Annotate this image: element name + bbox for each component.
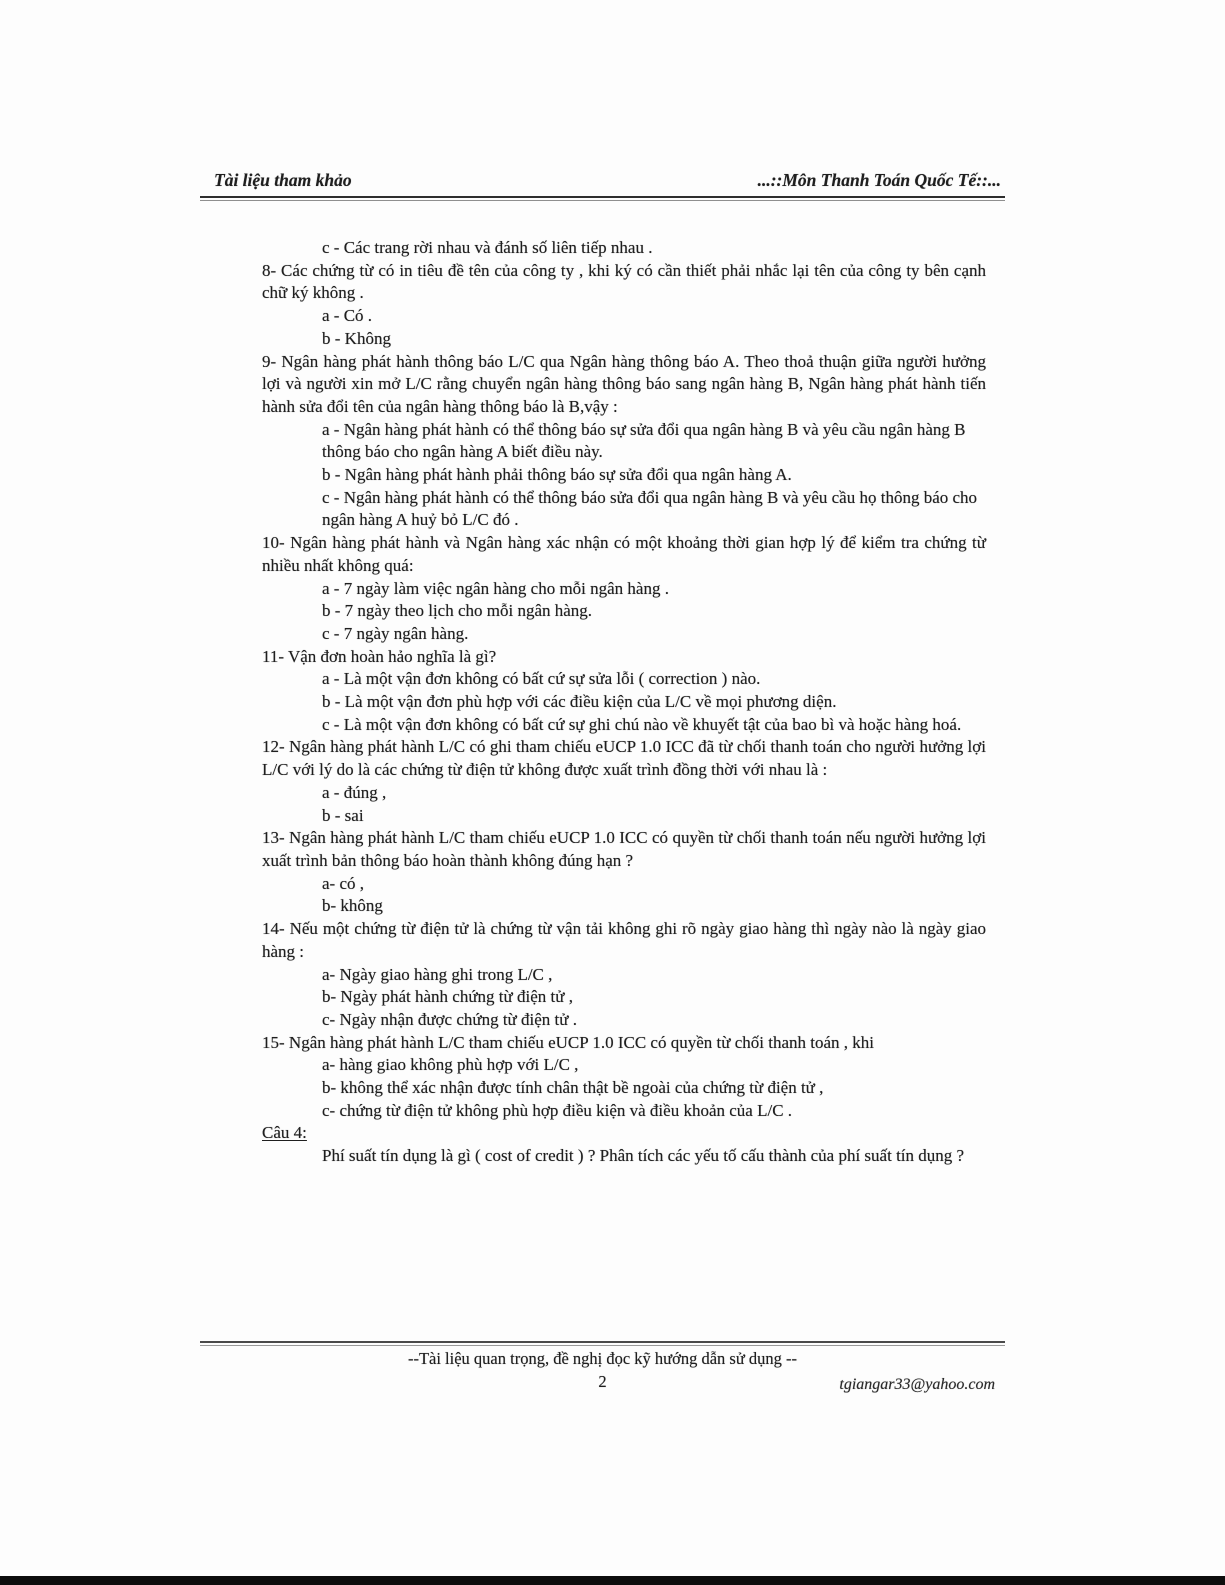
question-block-15 bbox=[262, 1032, 986, 1123]
question-text: 12- Ngân hàng phát hành L/C có ghi tham chiếu eUCP 1.0 ICC đã từ chối thanh toán cho người hưởng lợi L/C với lý do là các chứng từ điện tử không được xuất trình đồng thời với nhau là : bbox=[262, 737, 986, 780]
document-body bbox=[262, 237, 986, 1168]
question-text: 14- Nếu một chứng từ điện tử là chứng từ vận tải không ghi rõ ngày giao hàng thì ngày nào là ngày giao hàng : bbox=[262, 919, 986, 961]
answer-option: a - Ngân hàng phát hành có thể thông báo sự sửa đổi qua ngân hàng B và yêu cầu ngân hàng B thông báo cho ngân hàng A biết điều này. bbox=[322, 419, 966, 462]
answer-option: c- Ngày nhận được chứng từ điện tử . bbox=[322, 1009, 577, 1029]
question-block-13 bbox=[262, 827, 986, 918]
scan-edge-bar bbox=[0, 1576, 1225, 1585]
section-cau-4 bbox=[262, 1122, 986, 1167]
question-block-11 bbox=[262, 646, 986, 737]
answer-option: a- có , bbox=[322, 873, 365, 893]
question-text: 11- Vận đơn hoàn hảo nghĩa là gì? bbox=[262, 646, 497, 666]
answer-option: b- không bbox=[322, 896, 383, 916]
answer-option: b- không thể xác nhận được tính chân thật bề ngoài của chứng từ điện tử , bbox=[322, 1078, 824, 1098]
header-right-title: ...::Môn Thanh Toán Quốc Tế::... bbox=[757, 170, 1001, 190]
question-text: 10- Ngân hàng phát hành và Ngân hàng xác nhận có một khoảng thời gian hợp lý để kiểm tra chứng từ nhiều nhất không quá: bbox=[262, 533, 986, 575]
answer-option: a - Là một vận đơn không có bất cứ sự sửa lỗi ( correction ) nào. bbox=[322, 669, 761, 689]
answer-option: b- Ngày phát hành chứng từ điện tử , bbox=[322, 987, 573, 1007]
footer-note: --Tài liệu quan trọng, đề nghị đọc kỹ hướng dẫn sử dụng -- bbox=[407, 1349, 798, 1368]
question-block-12 bbox=[262, 736, 986, 827]
answer-option: b - Ngân hàng phát hành phải thông báo sự sửa đổi qua ngân hàng A. bbox=[322, 465, 792, 485]
answer-option: a - đúng , bbox=[322, 782, 387, 802]
answer-option: c - 7 ngày ngân hàng. bbox=[322, 623, 469, 643]
question-text: 9- Ngân hàng phát hành thông báo L/C qua Ngân hàng thông báo A. Theo thoả thuận giữa người hưởng lợi và người xin mở L/C rằng chuyển ngân hàng thông báo sang ngân hàng B, Ngân hàng phát hành tiến hành sửa đổi tên của ngân hàng thông báo là B,vậy : bbox=[262, 351, 986, 416]
section-heading: Câu 4: bbox=[262, 1123, 307, 1143]
header-rule bbox=[200, 196, 1005, 201]
answer-option: a - Có . bbox=[322, 306, 373, 326]
question-block-14 bbox=[262, 918, 986, 1032]
answer-option: b - Là một vận đơn phù hợp với các điều kiện của L/C về mọi phương diện. bbox=[322, 692, 837, 712]
page-header bbox=[200, 170, 1005, 201]
answer-option: c - Là một vận đơn không có bất cứ sự ghi chú nào về khuyết tật của bao bì và hoặc hàng hoá. bbox=[322, 714, 962, 734]
question-block-8 bbox=[262, 260, 986, 351]
question-text: 13- Ngân hàng phát hành L/C tham chiếu eUCP 1.0 ICC có quyền từ chối thanh toán nếu người hưởng lợi xuất trình bản thông báo hoàn thành không đúng hạn ? bbox=[262, 828, 986, 870]
answer-option: b - 7 ngày theo lịch cho mỗi ngân hàng. bbox=[322, 601, 593, 621]
header-left-title: Tài liệu tham khảo bbox=[214, 170, 352, 190]
question-text: 8- Các chứng từ có in tiêu đề tên của công ty , khi ký có cần thiết phải nhắc lại tên của công ty bên cạnh chữ ký không . bbox=[262, 260, 986, 303]
answer-option: a - 7 ngày làm việc ngân hàng cho mỗi ngân hàng . bbox=[322, 578, 669, 598]
answer-option: c- chứng từ điện tử không phù hợp điều kiện và điều khoản của L/C . bbox=[322, 1100, 793, 1120]
page-number: 2 bbox=[598, 1372, 607, 1391]
question-block-10 bbox=[262, 532, 986, 646]
answer-option: a- hàng giao không phù hợp với L/C , bbox=[322, 1055, 579, 1075]
footer-rule bbox=[200, 1341, 1005, 1346]
answer-option: a- Ngày giao hàng ghi trong L/C , bbox=[322, 964, 553, 984]
footer-row bbox=[200, 1372, 1005, 1392]
question-text: 15- Ngân hàng phát hành L/C tham chiếu eUCP 1.0 ICC có quyền từ chối thanh toán , khi bbox=[262, 1032, 874, 1052]
answer-option: b - sai bbox=[322, 805, 364, 825]
orphan-option-line: c - Các trang rời nhau và đánh số liên tiếp nhau . bbox=[322, 238, 653, 257]
question-block-9 bbox=[262, 351, 986, 533]
answer-option: b - Không bbox=[322, 328, 391, 348]
answer-option: c - Ngân hàng phát hành có thể thông báo sửa đổi qua ngân hàng B và yêu cầu họ thông báo cho ngân hàng A huỷ bỏ L/C đó . bbox=[322, 487, 978, 530]
footer-email: tgiangar33@yahoo.com bbox=[839, 1376, 995, 1393]
section-paragraph: Phí suất tín dụng là gì ( cost of credit ) ? Phân tích các yếu tố cấu thành của phí suất tín dụng ? bbox=[322, 1146, 965, 1166]
